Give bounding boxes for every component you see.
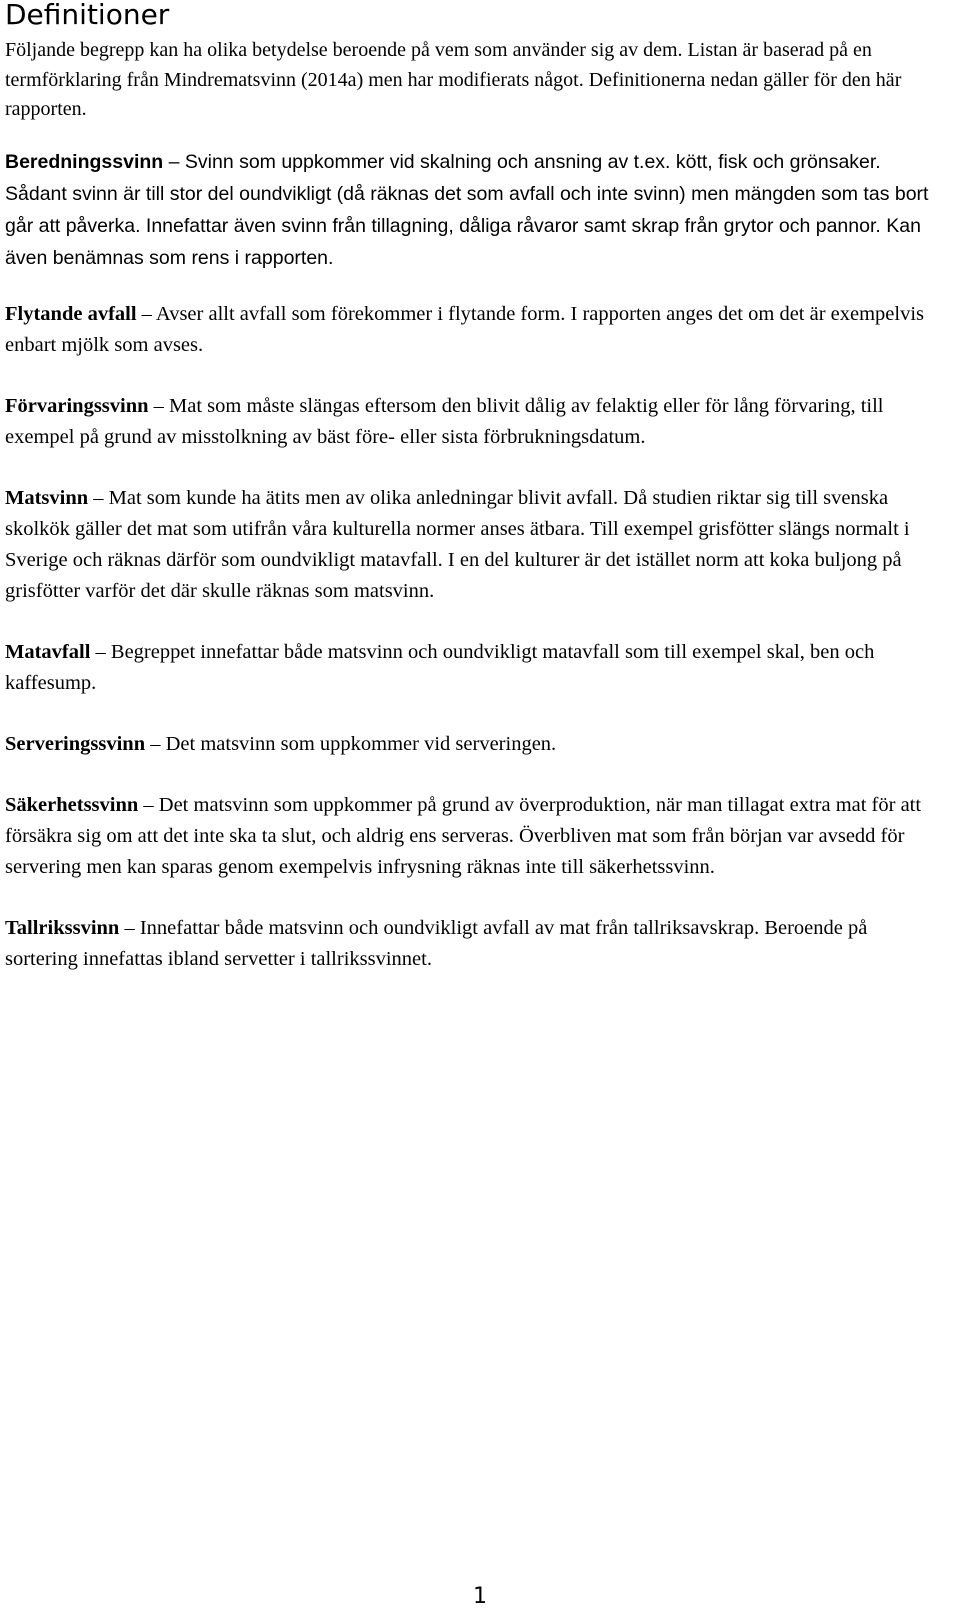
definition-forvaringssvinn (5, 391, 940, 453)
definition-term: Förvaringssvinn (5, 394, 149, 417)
definition-text: – Mat som måste slängas eftersom den blivit dålig av felaktig eller för lång förvaring, till exempel på grund av misstolkning av bäst före- eller sista förbrukningsdatum. (5, 394, 884, 448)
definition-term: Säkerhetssvinn (5, 793, 139, 816)
definition-matsvinn (5, 483, 940, 607)
definition-text: – Avser allt avfall som förekommer i flytande form. I rapporten anges det om det är exempelvis enbart mjölk som avses. (5, 302, 925, 356)
definition-term: Beredningssvinn (5, 150, 164, 173)
definition-text: – Svinn som uppkommer vid skalning och ansning av t.ex. kött, fisk och grönsaker. Sådant svinn är till stor del oundvikligt (då räknas det som avfall och inte svinn) men mängden som tas bort går att påverka. Innefattar även svinn från tillagning, dåliga råvaror samt skrap från grytor och pannor. Kan även benämnas som rens i rapporten. (5, 150, 929, 269)
definition-sakerhetssvinn (5, 790, 940, 883)
definition-term: Matavfall (5, 640, 91, 663)
definition-text: – Innefattar både matsvinn och oundvikligt avfall av mat från tallriksavskrap. Beroende på sortering innefattas ibland servetter i tallrikssvinnet. (5, 916, 868, 970)
definition-term: Tallrikssvinn (5, 916, 120, 939)
definition-matavfall (5, 637, 940, 699)
document-page (5, 0, 940, 975)
definition-term: Serveringssvinn (5, 732, 146, 755)
definition-text: – Begreppet innefattar både matsvinn och oundvikligt matavfall som till exempel skal, ben och kaffesump. (5, 640, 875, 694)
definition-beredningssvinn (5, 146, 940, 274)
definition-tallrikssvinn (5, 913, 940, 975)
definition-term: Flytande avfall (5, 302, 137, 325)
intro-paragraph: Följande begrepp kan ha olika betydelse beroende på vem som använder sig av dem. Listan är baserad på en termförklaring från Mindrematsvinn (2014a) men har modifierats något. Definitionerna nedan gäller för den här rapporten. (5, 39, 902, 120)
definition-text: – Det matsvinn som uppkommer vid serveringen. (145, 732, 557, 755)
definition-term: Matsvinn (5, 486, 89, 509)
definition-text: – Det matsvinn som uppkommer på grund av överproduktion, när man tillagat extra mat för att försäkra sig om att det inte ska ta slut, och aldrig ens serveras. Överbliven mat som från början var avsedd för servering men kan sparas genom exempelvis infrysning räknas inte till säkerhetssvinn. (5, 793, 922, 878)
page-heading: Definitioner (5, 0, 170, 31)
definition-flytande-avfall (5, 299, 940, 361)
definition-serveringssvinn (5, 729, 940, 760)
definition-text: – Mat som kunde ha ätits men av olika anledningar blivit avfall. Då studien riktar sig till svenska skolkök gäller det mat som utifrån våra kulturella normer anses ätbara. Till exempel grisfötter slängs normalt i Sverige och räknas därför som oundvikligt matavfall. I en del kulturer är det istället norm att koka buljong på grisfötter varför det där skulle räknas som matsvinn. (5, 486, 910, 602)
page-number: 1 (473, 1584, 487, 1609)
